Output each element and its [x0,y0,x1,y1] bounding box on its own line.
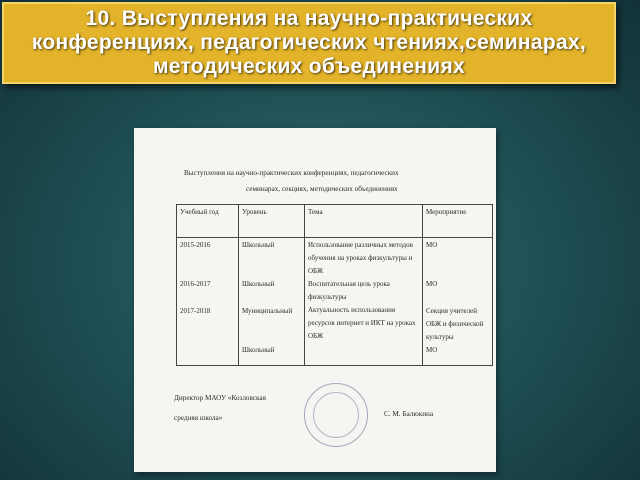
signature-block [174,388,266,428]
row-3-topic: Актуальность использования ресурсов интернет и ИКТ на уроках ОБЖ [308,306,416,340]
topic-cells [305,238,423,366]
table-body-row [177,238,493,366]
row-3-event: Секция учителей ОБЖ и физической культуры [426,307,484,341]
row-3-level: Муниципальный [242,307,293,315]
row-1-year: 2015-2016 [180,241,211,249]
document-heading-line-2: семинарах, секциях, методических объединениях [246,185,398,193]
column-header-event: Мероприятие [423,205,493,238]
slide-title-line-3: методических объединениях [152,55,466,78]
director-name: С. М. Балюкина [384,410,434,418]
table-header-row [177,205,493,238]
signature-line-2: средняя школа» [174,414,223,422]
level-cells [239,238,305,366]
row-2-event: МО [426,280,438,288]
signature-line-1: Директор МАОУ «Козловская [174,394,266,402]
speeches-table [176,204,493,366]
document-heading-line-1: Выступления на научно-практических конференциях, педагогических [184,169,399,177]
stamp-seal [304,383,368,447]
scanned-document [134,128,496,472]
row-2-year: 2016-2017 [180,280,211,288]
year-cells [177,238,239,366]
row-2-topic: Воспитательная цель урока физкультуры [308,280,390,301]
row-1-topic: Использование различных методов обучения на уроках физкультуры и ОБЖ [308,241,413,275]
row-2-level: Школьный [242,280,275,288]
slide-title-banner [2,2,616,84]
column-header-year: Учебный год [177,205,239,238]
event-cells [423,238,493,366]
slide-title-line-1: 10. Выступления на научно-практических [85,7,533,30]
slide-title-line-2: конференциях, педагогических чтениях,семинарах, [31,31,587,54]
row-1-level: Школьный [242,241,275,249]
document-heading [184,165,399,197]
row-4-level: Школьный [242,346,275,354]
row-3-year: 2017-2018 [180,307,211,315]
row-4-event: МО [426,346,438,354]
row-1-event: МО [426,241,438,249]
column-header-level: Уровень [239,205,305,238]
column-header-topic: Тема [305,205,423,238]
